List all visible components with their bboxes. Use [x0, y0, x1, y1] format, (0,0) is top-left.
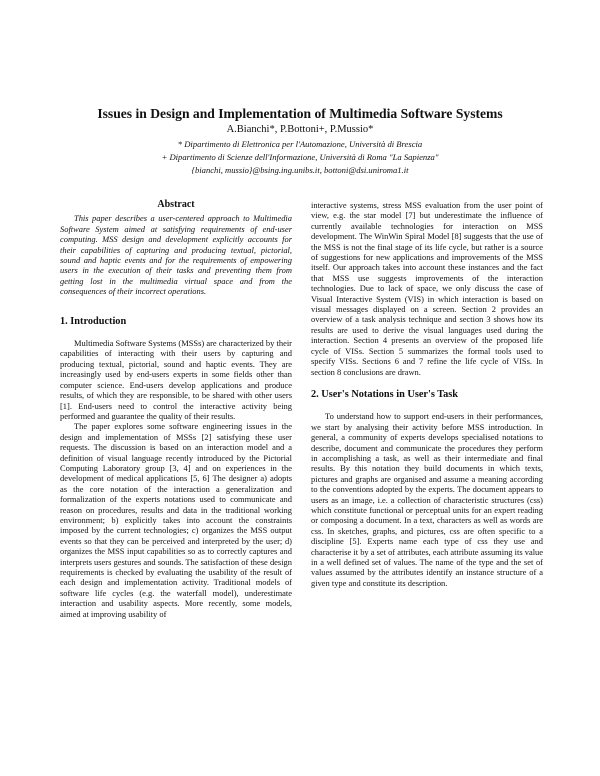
intro-paragraph-1: Multimedia Software Systems (MSSs) are characterized by their capabilities of interacting with their users by capturing and producing textual, pictorial, sound and haptic events. They are increasingly used by end-users experts in some fields other than computer science. End-users develop applications and produce results, of which they are responsible, to be shared with other users [1]. End-users need to control the interactive activity being performed and guarantee the quality of their results. [60, 338, 292, 421]
left-column [60, 200, 292, 619]
affiliation-2: + Dipartimento di Scienze dell'Informazione, Università di Roma "La Sapienza" [161, 152, 439, 162]
abstract-text: This paper describes a user-centered approach to Multimedia Software System aimed at satisfying requirements of end-user computing. MSS design and development explicitly accounts for their capabilities of capturing and producing textual, pictorial, sound and haptic events and for the requirements of empowering users in the execution of their tasks and preventing them from getting lost in the multimedia virtual space and from the consequences of their incorrect operations. [60, 213, 292, 297]
abstract-heading: Abstract [157, 199, 195, 210]
intro-paragraph-2: The paper explores some software engineering issues in the design and implementation of MSSs [2] satisfying these user requests. The discussion is based on an interaction model and a definition of visual language recently introduced by the Pictorial Computing Laboratory group [3, 4] and on experiences in the development of medical applications [5, 6] The designer a) adopts as the core notation of the interaction a generalization and formalization of the experts notations used to communicate and reason on procedures, results and data in the traditional working environment; b) explicitly takes into account the constraints imposed by the current technologies; c) organizes the MSS output events so that they can be perceived and interpreted by the user; d) organizes the MSS input capabilities so as to correctly captures and interprets users gestures and sounds. The satisfaction of these design requirements is checked by evaluating the usability of the result of each design and implementation activity. Traditional models of software life cycles (e.g. the waterfall model), underestimate interaction and usability aspects. More recently, some models, aimed at improving usability of [60, 421, 292, 619]
intro-continuation: interactive systems, stress MSS evaluation from the user point of view, e.g. the star model [7] but underestimate the influence of currently available technologies for interaction on MSS development. The WinWin Spiral Model [8] suggests that the use of the MSS is not the final stage of its life cycle, but rather is a source of suggestions for new applications and improvements of the MSS itself. Our approach takes into account these instances and the fact that MSS use suggests improvements of the interaction technologies. Due to lack of space, we only discuss the case of Visual Interactive System (VIS) in which interaction is based on visual messages displayed on a screen. Section 2 provides an overview of a task analysis technique and section 3 shows how its results are used to derive the visual languages used during the interaction. Section 4 presents an overview of the proposed life cycle of VISs. Section 5 summarizes the formal tools used to specify VISs. Sections 6 and 7 refine the life cycle of VISs. In section 8 conclusions are drawn. [311, 200, 543, 377]
author-emails: {bianchi, mussio}@bsing.ing.unibs.it, bottoni@dsi.uniroma1.it [191, 165, 409, 175]
affiliation-1: * Dipartimento di Elettronica per l'Automazione, Università di Brescia [177, 139, 423, 149]
paper-title: Issues in Design and Implementation of Multimedia Software Systems [97, 106, 503, 121]
section-1-heading: 1. Introduction [60, 315, 127, 327]
section-2-paragraph-1: To understand how to support end-users in their performances, we start by analysing their activity before MSS introduction. In general, a community of experts develops specialised notations to describe, document and communicate the procedures they perform in accomplishing a task, as well as their intermediate and final results. By this notation they build documents in which texts, pictures and graphs are organised and assume a meaning according to the conventions adopted by the experts. The document appears to users as an image, i.e. a collection of characteristic structures (css) which constitute functional or perceptual units for an expert reading or composing a document. In a text, characters as well as words are css. In sketches, graphs, and pictures, css are often specific to a discipline [5]. Experts name each type of css they use and characterise it by a set of attributes, each attribute assuming its value in a well defined set of values. The name of the type and the set of values assumed by the attributes identify an instance structure of a given type and constitute its description. [311, 411, 543, 588]
right-column [311, 200, 543, 588]
paper-authors: A.Bianchi*, P.Bottoni+, P.Mussio* [226, 124, 374, 135]
section-2-heading: 2. User's Notations in User's Task [311, 388, 459, 400]
